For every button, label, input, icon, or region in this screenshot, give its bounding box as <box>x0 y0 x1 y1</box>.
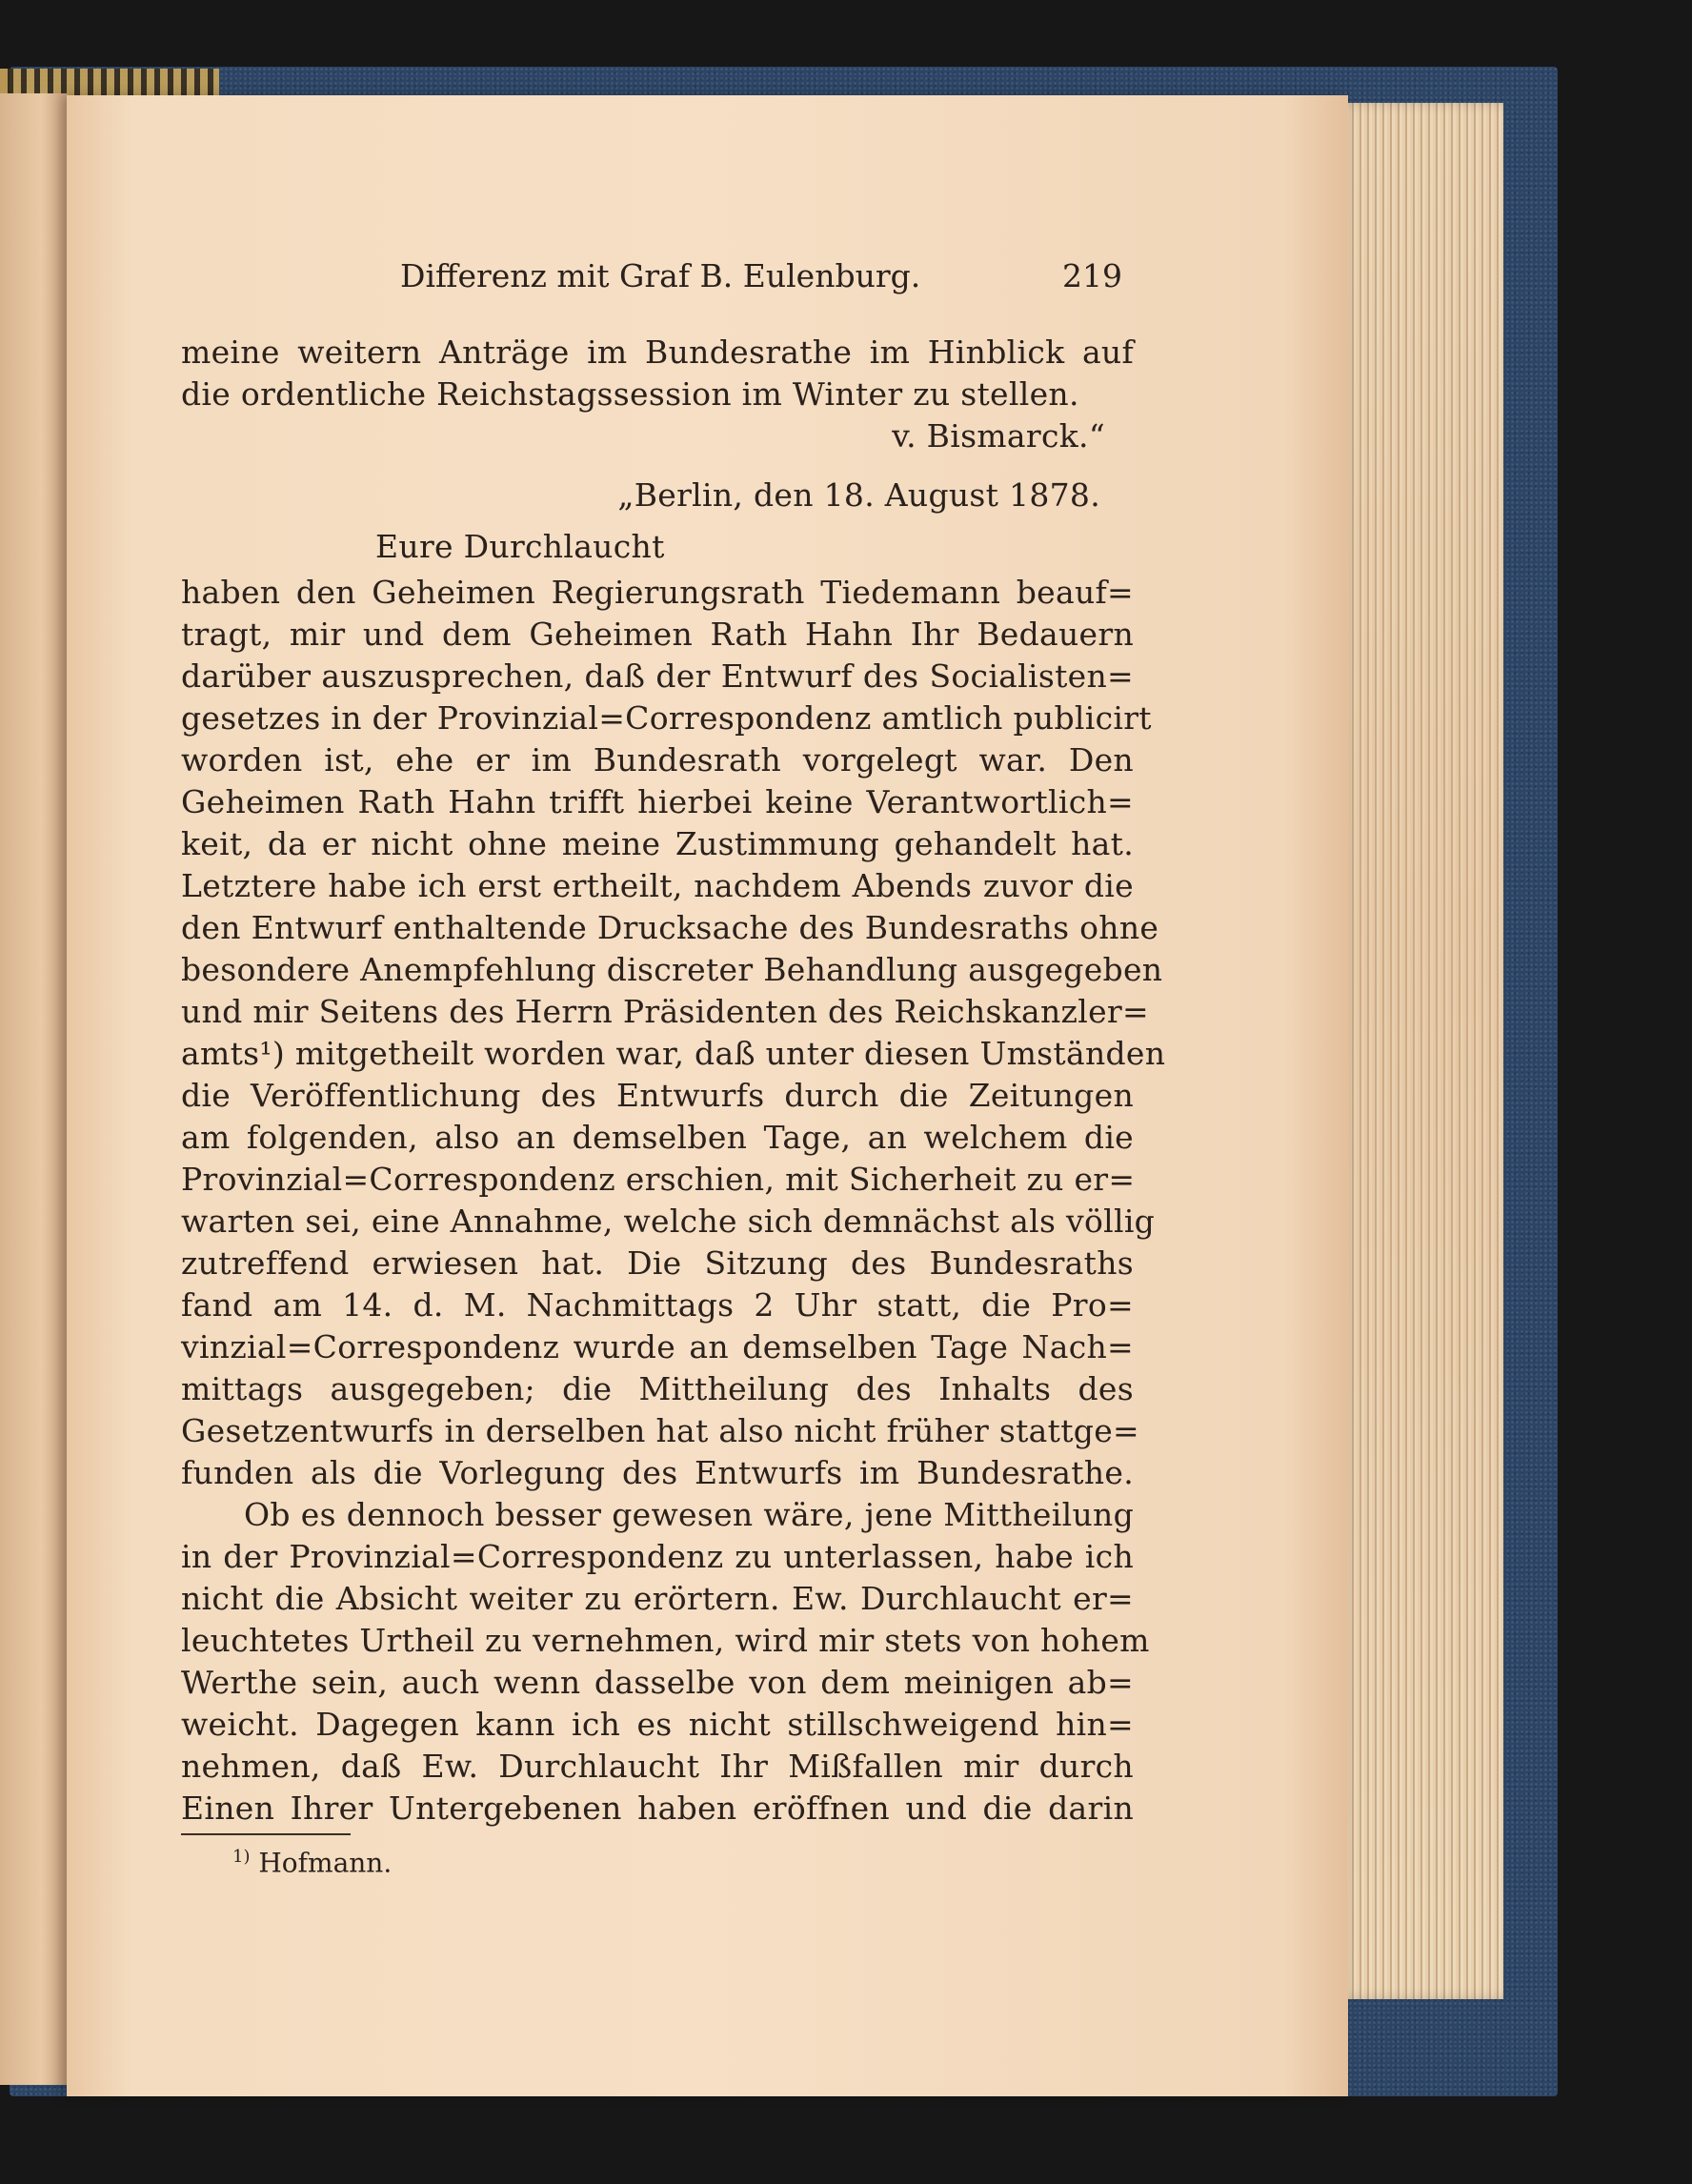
text-line: in der Provinzial=Correspondenz zu unterlassen, habe ich <box>181 1538 1134 1575</box>
text-line: den Entwurf enthaltende Drucksache des Bundesraths ohne <box>181 909 1159 946</box>
text-line: Geheimen Rath Hahn trifft hierbei keine Verantwortlich= <box>181 783 1134 820</box>
text-line: weicht. Dagegen kann ich es nicht stillschweigend hin= <box>181 1706 1134 1743</box>
text-line: funden als die Vorlegung des Entwurfs im Bundesrathe. <box>181 1454 1134 1491</box>
text-line: die ordentliche Reichstagssession im Winter zu stellen. <box>181 375 1079 413</box>
text-line: haben den Geheimen Regierungsrath Tiedemann beauf= <box>181 574 1134 611</box>
text-line: darüber auszusprechen, daß der Entwurf des Socialisten= <box>181 657 1134 695</box>
footnote <box>232 1847 392 1878</box>
footnote-rule <box>181 1833 351 1835</box>
running-head <box>181 257 1134 305</box>
text-line: warten sei, eine Annahme, welche sich demnächst als völlig <box>181 1203 1156 1240</box>
text-line: gesetzes in der Provinzial=Correspondenz amtlich publicirt <box>181 699 1152 737</box>
text-line: besondere Anempfehlung discreter Behandlung ausgegeben <box>181 951 1163 988</box>
text-line: Gesetzentwurfs in derselben hat also nicht früher stattge= <box>181 1412 1139 1449</box>
text-line: Provinzial=Correspondenz erschien, mit Sicherheit zu er= <box>181 1161 1136 1198</box>
text-line: keit, da er nicht ohne meine Zustimmung gehandelt hat. <box>181 825 1134 862</box>
text-line: worden ist, ehe er im Bundesrath vorgelegt war. Den <box>181 741 1134 779</box>
running-head-title: Differenz mit Graf B. Eulenburg. <box>400 257 921 294</box>
footnote-text: Hofmann. <box>258 1847 393 1879</box>
text-line: Letztere habe ich erst ertheilt, nachdem Abends zuvor die <box>181 867 1134 904</box>
signature-line: v. Bismarck.“ <box>892 417 1105 455</box>
text-line: nehmen, daß Ew. Durchlaucht Ihr Mißfallen mir durch <box>181 1748 1134 1785</box>
text-line: und mir Seitens des Herrn Präsidenten des Reichskanzler= <box>181 993 1149 1030</box>
left-page-edge <box>0 93 69 2085</box>
page-number: 219 <box>1062 257 1122 294</box>
text-line: am folgenden, also an demselben Tage, an welchem die <box>181 1119 1134 1156</box>
letter-dateline: „Berlin, den 18. August 1878. <box>617 476 1100 514</box>
text-line: leuchtetes Urtheil zu vernehmen, wird mir stets von hohem <box>181 1622 1150 1659</box>
footnote-marker: 1) <box>232 1847 251 1867</box>
text-line: vinzial=Correspondenz wurde an demselben Tage Nach= <box>181 1328 1134 1365</box>
text-line: mittags ausgegeben; die Mittheilung des Inhalts des <box>181 1370 1134 1407</box>
text-line: amts¹) mitgetheilt worden war, daß unter diesen Umständen <box>181 1035 1166 1072</box>
text-line: die Veröffentlichung des Entwurfs durch die Zeitungen <box>181 1077 1134 1114</box>
text-line: Einen Ihrer Untergebenen haben eröffnen und die darin <box>181 1790 1134 1827</box>
text-line: meine weitern Anträge im Bundesrathe im Hinblick auf <box>181 334 1134 371</box>
text-line: tragt, mir und dem Geheimen Rath Hahn Ihr Bedauern <box>181 616 1134 653</box>
paragraph-start-line: Ob es dennoch besser gewesen wäre, jene Mittheilung <box>244 1496 1134 1533</box>
text-line: fand am 14. d. M. Nachmittags 2 Uhr statt, die Pro= <box>181 1286 1134 1324</box>
text-line: Werthe sein, auch wenn dasselbe von dem meinigen ab= <box>181 1664 1134 1701</box>
text-line: nicht die Absicht weiter zu erörtern. Ew. Durchlaucht er= <box>181 1580 1134 1617</box>
text-line: zutreffend erwiesen hat. Die Sitzung des Bundesraths <box>181 1244 1134 1282</box>
letter-salutation: Eure Durchlaucht <box>375 528 665 565</box>
page-edges <box>1334 103 1503 1999</box>
